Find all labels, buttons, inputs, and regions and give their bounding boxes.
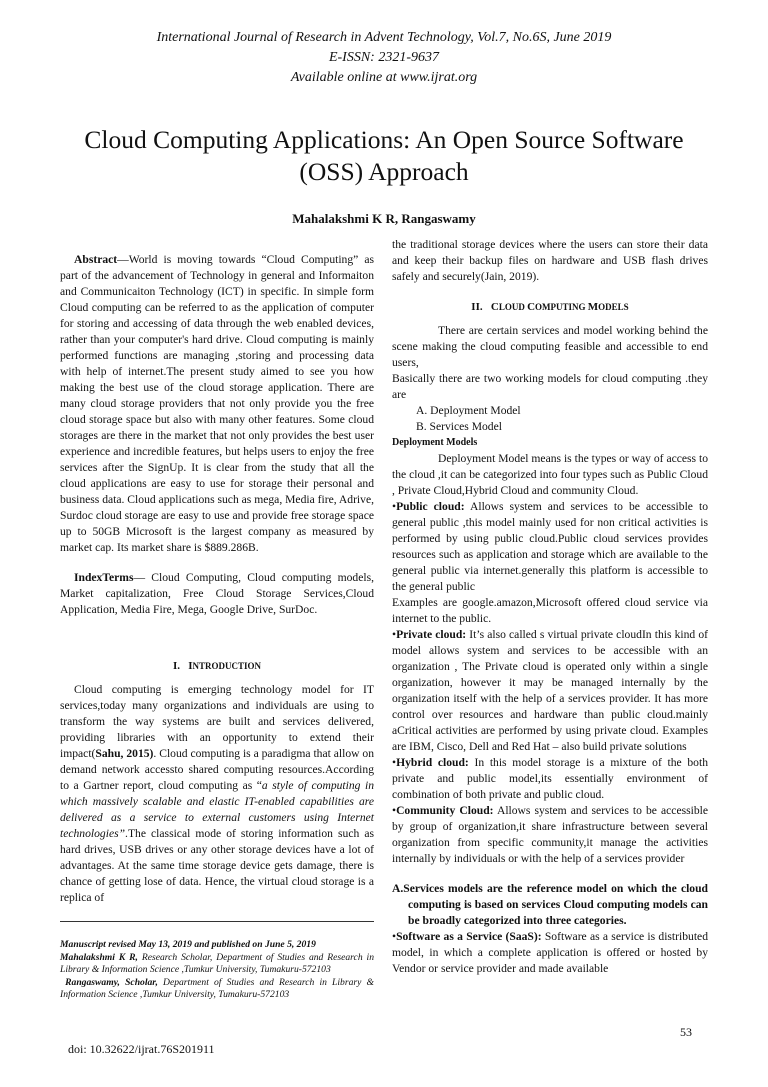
paper-authors: Mahalakshmi K R, Rangaswamy [292,211,476,226]
doi: doi: 10.32622/ijrat.76S201911 [68,1042,215,1056]
gartner-quote: a style of computing in which massively scalable and elastic IT-enabled capabilities are delivered as a service to external customers using Internet technologies” [60,779,374,840]
title-line-1: Cloud Computing Applications: An Open Source Software [84,125,684,154]
footnote-author-2: Rangaswamy, Scholar, Department of Studies and Research in Library & Information Science ,Tumkur University, Tumakuru-572103 [60,976,374,1001]
abstract-text: —World is moving towards “Cloud Computing” as part of the advancement of Technology in general and Informaiton and Communicaiton Technology (ICT) in specific. In simple form Cloud computing can be referred to as the application of computer for storing and accessing of data through the web enabled devices, rather than your computer's hard drive. Cloud computing is mainly performed functions are managing ,storing and processing data with help of internet.The present study aimed to see you how making the best use of the cloud storage application. There are many cloud storage providers that not only provide you the free cloud storage space but also with many other features. Some cloud storages are there in the market that not only provides the best user experience and incredible features, but helps users to enjoy the free services after the SignUp. It is clear from the study that all the cloud applications are easy to use for storage their personal and business data. Cloud applications such as mega, Media fire, Adrive, Surdoc cloud storage are easy to use and provide free storage space up to 50GB Microsoft is the largest company as measured by market cap. Its market share is $889.286B. [60,253,374,554]
page-number: 53 [680,1025,692,1039]
abstract-label: Abstract [74,253,118,266]
journal-issn: E-ISSN: 2321-9637 [328,50,440,65]
bullet-icon: • [392,500,397,513]
index-terms-label: IndexTerms [74,571,134,584]
section-heading-introduction: I. INTRODUCTION [172,660,262,672]
bullet-hybrid-cloud: •Hybrid cloud: In this model storage is a mixture of the both private and public model,its essentially environment of combination of both private and public cloud. [392,756,708,801]
bullet-saas: •Software as a Service (SaaS): Software as a service is distributed model, in which a complete application is offered or hosted by Vendor or service provider and made available [392,930,708,975]
footnote [60,939,374,1002]
continuation-paragraph: the traditional storage devices where the users can store their data and keep their backup files on hardware and USB flash drives safely and securely(Jain, 2019). [392,238,708,283]
footnote-manuscript: Manuscript revised May 13, 2019 and published on June 5, 2019 [60,939,316,950]
journal-header [0,28,768,88]
public-cloud-examples: Examples are google.amazon,Microsoft offered cloud service via internet to the public. [392,596,708,625]
bullet-public-cloud: •Public cloud: Allows system and services to be accessible to general public ,this model mainly used for non critical activities is performed by using public cloud.Public cloud services provides resources such as application and storage which are available to the general public via internet.generally this platform is accessible to the general public [392,500,708,593]
right-column [392,237,708,977]
index-terms [60,570,374,618]
journal-name: International Journal of Research in Advent Technology, Vol.7, No.6S, June 2019 [156,30,612,45]
title-line-2: (OSS) Approach [299,157,469,186]
citation: Sahu, 2015) [95,747,154,760]
models-count-paragraph: Basically there are two working models for cloud computing .they are [392,372,708,401]
index-terms-text: — Cloud Computing, Cloud computing models, Market capitalization, Free Cloud Storage Services,Cloud Application, Media Fire, Mega, Google Drive, SurDoc. [60,571,374,616]
bullet-icon: • [392,756,397,769]
bullet-private-cloud: •Private cloud: It’s also called s virtual private cloudIn this kind of model allows system and services to be accessible with an organization , The Private cloud is operated only within a single organization, however it may be managed internally by the organization itself with the help of a services provider. It has more control over resources and hardware than public cloud.mainly aCritical activities are performed by using private cloud. Examples are IBM, Cisco, Dell and Red Hat – also build private solutions [392,628,708,753]
models-intro-paragraph: There are certain services and model working behind the scene making the cloud computing feasible and accessible to end users, [392,324,708,369]
bullet-icon: • [392,930,397,943]
journal-website: Available online at www.ijrat.org [290,70,478,85]
services-models-heading: A.Services models are the reference model on which the cloud computing is based on services Cloud computing models can be broadly categorized into three categories. [392,882,708,927]
paper-title [40,124,728,188]
deployment-models-heading: Deployment Models [392,437,478,448]
section-heading-cloud-models: II. CLOUD COMPUTING MODELS [471,301,629,313]
model-item-deployment: A. Deployment Model [416,404,521,417]
bullet-icon: • [392,804,397,817]
footnote-author-1: Mahalakshmi K R, Research Scholar, Department of Studies and Research in Library & Information Science ,Tumkur University, Tumakuru-572103 [60,951,374,976]
bullet-icon: • [392,628,397,641]
deployment-models-paragraph: Deployment Model means is the types or way of access to the cloud ,it can be categorized into four types such as Public Cloud , Private Cloud,Hybrid Cloud and community Cloud. [392,452,708,497]
abstract [60,252,374,556]
bullet-community-cloud: •Community Cloud: Allows system and services to be accessible by group of organization,it share infrastructure between several organization from specific community,it manage the activities internally by individuals or with the help of a services provider [392,804,708,865]
left-column [60,252,374,906]
model-item-services: B. Services Model [416,420,502,433]
introduction-paragraph: Cloud computing is emerging technology model for IT services,today many organizations and individuals are using to transform the way systems are built and services delivered, providing libraries with an opportunity to extend their impact(Sahu, 2015). Cloud computing is a paradigma that allow on demand network accessto shared computing resources.According to a Gartner report, cloud computing as “a style of computing in which massively scalable and elastic IT-enabled capabilities are delivered as a service to external customers using Internet technologies”.The classical mode of storing information such as hard drives, USB drives or any other storage devices have a lot of advantages. At the same time storage device gets damage, there is chance of getting lose of data. Hence, the virtual cloud storage is a replica of [60,683,374,904]
footnote-rule [60,921,374,922]
